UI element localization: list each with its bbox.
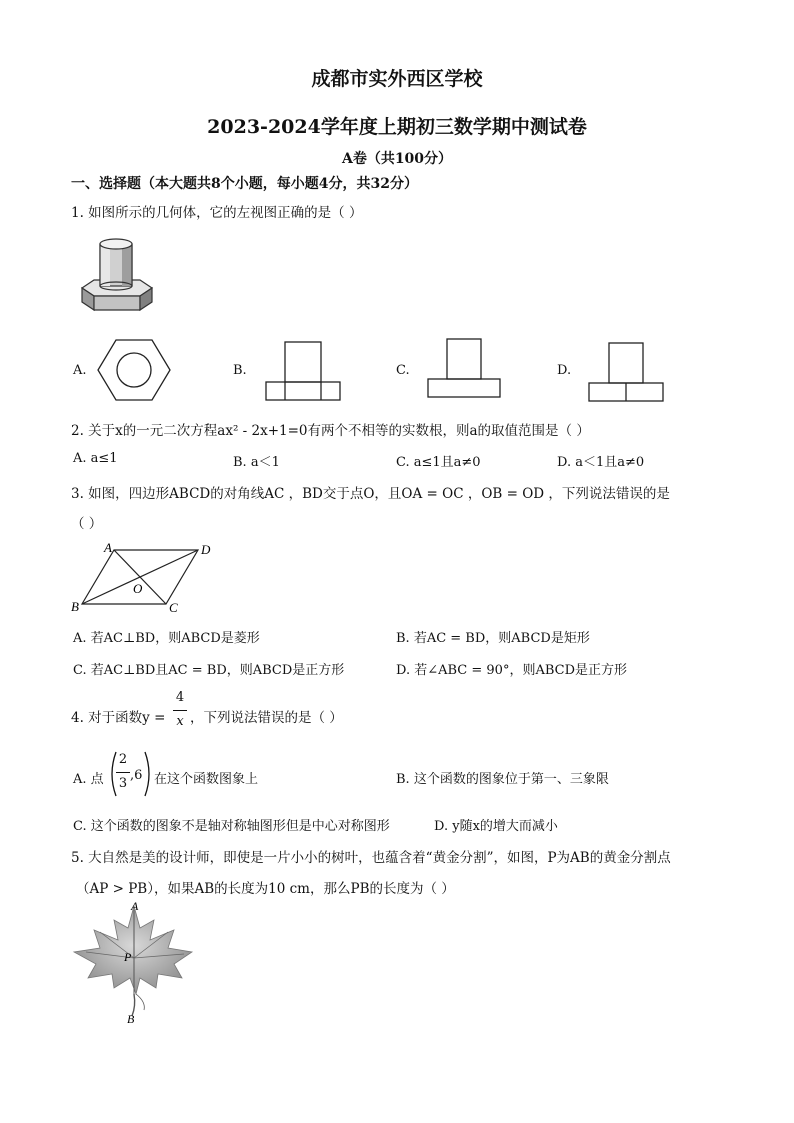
q3-option-b: B. 若AC = BD，则ABCD是矩形 (396, 631, 590, 646)
paper-part: A卷（共100分） (341, 151, 453, 167)
q1-option-d-figure (589, 343, 665, 403)
q4-point-numerator: 2 (118, 752, 128, 767)
q2-option-c: C. a≤1且a≠0 (396, 455, 481, 470)
q5-label-a: A (131, 899, 139, 913)
q3-parallelogram-figure (70, 540, 220, 616)
q4-option-d: D. y随x的增大而减小 (434, 819, 558, 834)
school-name: 成都市实外西区学校 (311, 68, 483, 90)
q1-option-c-figure (428, 339, 502, 399)
q4-point-fraction-bar (116, 772, 130, 773)
q1-option-d: D. (557, 363, 572, 378)
q2-option-d: D. a＜1且a≠0 (557, 455, 645, 470)
question-1-stem: 1. 如图所示的几何体，它的左视图正确的是（ ） (71, 205, 363, 221)
q3-label-o: O (133, 581, 143, 596)
q4-option-a-prefix: A. 点 (73, 772, 104, 787)
q2-option-a: A. a≤1 (73, 451, 118, 466)
q3-option-c: C. 若AC⊥BD且AC = BD，则ABCD是正方形 (73, 663, 345, 678)
question-4-stem-pre: 4. 对于函数y = (71, 710, 166, 726)
exam-title: 2023-2024学年度上期初三数学期中测试卷 (207, 116, 587, 138)
q3-option-d: D. 若∠ABC = 90°，则ABCD是正方形 (396, 663, 627, 678)
q3-option-a: A. 若AC⊥BD，则ABCD是菱形 (73, 631, 260, 646)
q4-fraction-bar (173, 710, 187, 711)
q1-option-a: A. (73, 363, 87, 378)
section-heading: 一、选择题（本大题共8个小题，每小题4分，共32分） (71, 176, 418, 192)
q5-maple-leaf-figure (70, 898, 200, 1028)
question-3-stem-line2: （ ） (71, 516, 103, 532)
q4-right-paren (143, 750, 153, 798)
q3-label-c: C (169, 600, 178, 615)
q3-label-a: A (104, 540, 112, 555)
question-5-stem-line1: 5. 大自然是美的设计师，即使是一片小小的树叶，也蕴含着“黄金分割”，如图，P为AB的黄金分割点 (71, 850, 671, 866)
q1-option-a-figure (98, 338, 170, 402)
q3-label-b: B (71, 599, 79, 614)
q2-option-b: B. a＜1 (233, 455, 280, 470)
question-4-stem-post: ，下列说法错误的是（ ） (190, 710, 343, 726)
question-2-stem: 2. 关于x的一元二次方程ax² - 2x+1=0有两个不相等的实数根，则a的取值范围是（ ） (71, 423, 590, 439)
q4-fraction-denominator: x (176, 714, 184, 729)
q3-label-d: D (201, 542, 211, 557)
q1-option-c: C. (396, 363, 410, 378)
question-3-stem-line1: 3. 如图，四边形ABCD的对角线AC ，BD交于点O，且OA = OC ，OB = OD ，下列说法错误的是 (71, 486, 670, 502)
q4-point-denominator: 3 (118, 776, 128, 791)
q1-solid-figure (80, 236, 156, 320)
q4-option-c: C. 这个函数的图象不是轴对称轴图形但是中心对称图形 (73, 819, 390, 834)
q5-label-b: B (127, 1012, 135, 1026)
q4-option-b: B. 这个函数的图象位于第一、三象限 (396, 772, 609, 787)
q5-label-p: P (124, 950, 132, 964)
q1-option-b-figure (266, 342, 340, 402)
q1-option-b: B. (233, 363, 247, 378)
q4-fraction-numerator: 4 (175, 690, 185, 705)
q4-point-y-value: ,6 (130, 768, 143, 783)
q4-option-a-suffix: 在这个函数图象上 (154, 772, 259, 787)
question-5-stem-line2: （AP > PB），如果AB的长度为10 cm，那么PB的长度为（ ） (76, 881, 455, 897)
